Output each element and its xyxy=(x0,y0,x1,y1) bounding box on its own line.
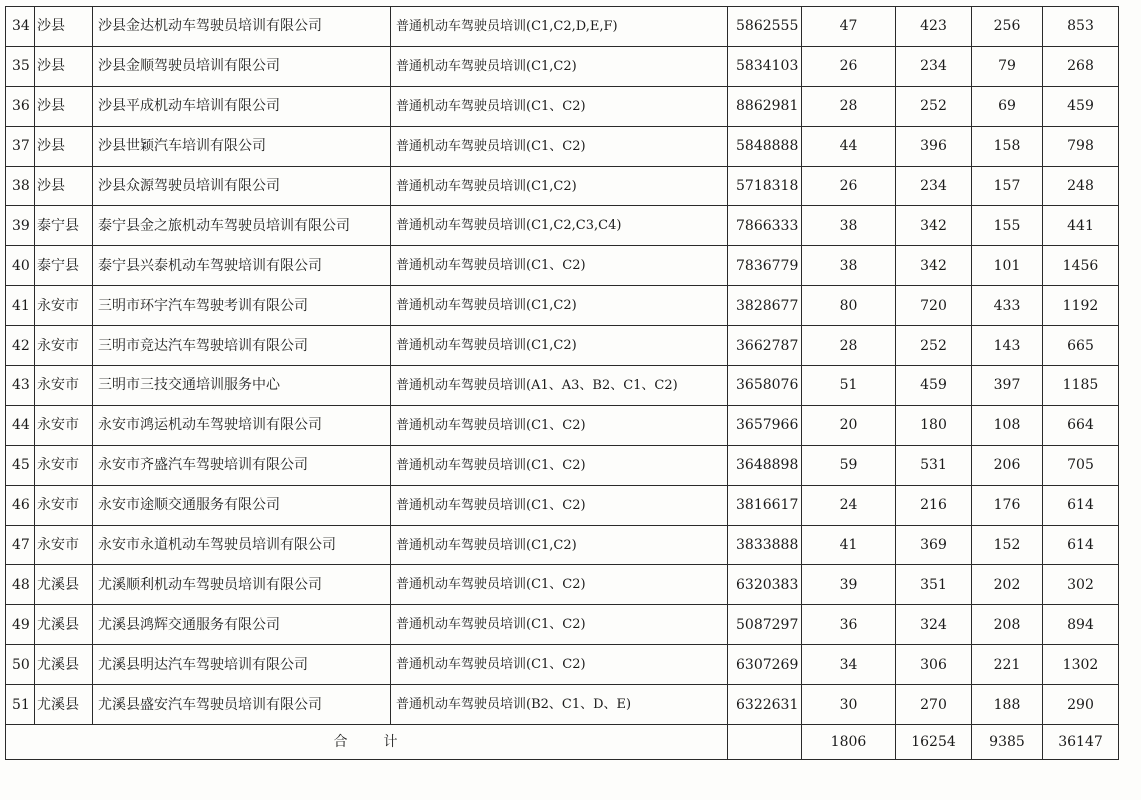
table-row xyxy=(6,685,1119,725)
value-1-cell: 41 xyxy=(802,525,896,565)
row-number-cell: 46 xyxy=(6,485,35,525)
value-1-cell: 47 xyxy=(802,7,896,47)
value-4-cell: 853 xyxy=(1043,7,1119,47)
value-3-cell: 256 xyxy=(972,7,1043,47)
total-label-right: 计 xyxy=(383,734,400,751)
phone-cell: 3833888 xyxy=(728,525,802,565)
company-name-cell: 尤溪县明达汽车驾驶培训有限公司 xyxy=(93,645,391,685)
value-3-cell: 176 xyxy=(972,485,1043,525)
value-4-cell: 664 xyxy=(1043,405,1119,445)
value-1-cell: 39 xyxy=(802,565,896,605)
company-name-cell: 沙县金顺驾驶员培训有限公司 xyxy=(93,46,391,86)
value-3-cell: 221 xyxy=(972,645,1043,685)
table-row xyxy=(6,525,1119,565)
value-4-cell: 614 xyxy=(1043,525,1119,565)
value-4-cell: 705 xyxy=(1043,445,1119,485)
value-2-cell: 396 xyxy=(896,126,972,166)
value-1-cell: 28 xyxy=(802,326,896,366)
phone-cell: 5848888 xyxy=(728,126,802,166)
training-scope-cell: 普通机动车驾驶员培训(C1、C2) xyxy=(391,86,728,126)
county-cell: 永安市 xyxy=(35,366,93,406)
value-3-cell: 101 xyxy=(972,246,1043,286)
phone-cell: 5718318 xyxy=(728,166,802,206)
row-number-cell: 35 xyxy=(6,46,35,86)
value-2-cell: 342 xyxy=(896,246,972,286)
value-1-cell: 34 xyxy=(802,645,896,685)
value-4-cell: 614 xyxy=(1043,485,1119,525)
county-cell: 永安市 xyxy=(35,405,93,445)
table-row xyxy=(6,246,1119,286)
company-name-cell: 尤溪县盛安汽车驾驶员培训有限公司 xyxy=(93,685,391,725)
value-2-cell: 252 xyxy=(896,86,972,126)
county-cell: 沙县 xyxy=(35,166,93,206)
value-3-cell: 143 xyxy=(972,326,1043,366)
training-scope-cell: 普通机动车驾驶员培训(C1,C2) xyxy=(391,525,728,565)
value-4-cell: 290 xyxy=(1043,685,1119,725)
table-row xyxy=(6,326,1119,366)
value-3-cell: 69 xyxy=(972,86,1043,126)
county-cell: 沙县 xyxy=(35,126,93,166)
company-name-cell: 沙县金达机动车驾驶员培训有限公司 xyxy=(93,7,391,47)
row-number-cell: 37 xyxy=(6,126,35,166)
value-1-cell: 30 xyxy=(802,685,896,725)
training-scope-cell: 普通机动车驾驶员培训(C1、C2) xyxy=(391,645,728,685)
value-4-cell: 1456 xyxy=(1043,246,1119,286)
row-number-cell: 40 xyxy=(6,246,35,286)
table-row xyxy=(6,445,1119,485)
county-cell: 尤溪县 xyxy=(35,685,93,725)
county-cell: 尤溪县 xyxy=(35,645,93,685)
value-4-cell: 1185 xyxy=(1043,366,1119,406)
phone-cell: 5087297 xyxy=(728,605,802,645)
county-cell: 沙县 xyxy=(35,86,93,126)
row-number-cell: 39 xyxy=(6,206,35,246)
phone-cell: 6320383 xyxy=(728,565,802,605)
value-2-cell: 216 xyxy=(896,485,972,525)
row-number-cell: 50 xyxy=(6,645,35,685)
training-scope-cell: 普通机动车驾驶员培训(C1、C2) xyxy=(391,246,728,286)
value-1-cell: 36 xyxy=(802,605,896,645)
value-2-cell: 234 xyxy=(896,46,972,86)
company-name-cell: 三明市环宇汽车驾驶考训有限公司 xyxy=(93,286,391,326)
county-cell: 永安市 xyxy=(35,286,93,326)
county-cell: 尤溪县 xyxy=(35,605,93,645)
row-number-cell: 48 xyxy=(6,565,35,605)
training-scope-cell: 普通机动车驾驶员培训(A1、A3、B2、C1、C2) xyxy=(391,366,728,406)
value-1-cell: 26 xyxy=(802,46,896,86)
total-value-3-cell: 9385 xyxy=(972,725,1043,760)
table-row xyxy=(6,366,1119,406)
company-name-cell: 泰宁县兴泰机动车驾驶培训有限公司 xyxy=(93,246,391,286)
training-scope-cell: 普通机动车驾驶员培训(C1,C2) xyxy=(391,326,728,366)
phone-cell: 3662787 xyxy=(728,326,802,366)
value-1-cell: 38 xyxy=(802,206,896,246)
total-label-cell xyxy=(6,725,728,760)
company-name-cell: 三明市竞达汽车驾驶培训有限公司 xyxy=(93,326,391,366)
value-1-cell: 51 xyxy=(802,366,896,406)
table-row xyxy=(6,166,1119,206)
county-cell: 永安市 xyxy=(35,485,93,525)
company-name-cell: 尤溪县鸿辉交通服务有限公司 xyxy=(93,605,391,645)
value-1-cell: 28 xyxy=(802,86,896,126)
phone-cell: 8862981 xyxy=(728,86,802,126)
value-4-cell: 441 xyxy=(1043,206,1119,246)
value-3-cell: 206 xyxy=(972,445,1043,485)
value-2-cell: 369 xyxy=(896,525,972,565)
value-3-cell: 202 xyxy=(972,565,1043,605)
training-scope-cell: 普通机动车驾驶员培训(C1,C2) xyxy=(391,166,728,206)
company-name-cell: 永安市鸿运机动车驾驶培训有限公司 xyxy=(93,405,391,445)
training-scope-cell: 普通机动车驾驶员培训(C1,C2,D,E,F) xyxy=(391,7,728,47)
value-3-cell: 208 xyxy=(972,605,1043,645)
table-row xyxy=(6,86,1119,126)
value-4-cell: 248 xyxy=(1043,166,1119,206)
training-scope-cell: 普通机动车驾驶员培训(C1、C2) xyxy=(391,445,728,485)
value-2-cell: 234 xyxy=(896,166,972,206)
table-row xyxy=(6,7,1119,47)
row-number-cell: 36 xyxy=(6,86,35,126)
value-2-cell: 423 xyxy=(896,7,972,47)
total-value-2-cell: 16254 xyxy=(896,725,972,760)
value-4-cell: 1302 xyxy=(1043,645,1119,685)
value-1-cell: 26 xyxy=(802,166,896,206)
county-cell: 沙县 xyxy=(35,46,93,86)
value-3-cell: 157 xyxy=(972,166,1043,206)
value-2-cell: 342 xyxy=(896,206,972,246)
value-3-cell: 433 xyxy=(972,286,1043,326)
phone-cell: 7836779 xyxy=(728,246,802,286)
row-number-cell: 49 xyxy=(6,605,35,645)
value-1-cell: 20 xyxy=(802,405,896,445)
total-row xyxy=(6,725,1119,760)
phone-cell: 3828677 xyxy=(728,286,802,326)
training-scope-cell: 普通机动车驾驶员培训(B2、C1、D、E) xyxy=(391,685,728,725)
row-number-cell: 44 xyxy=(6,405,35,445)
training-scope-cell: 普通机动车驾驶员培训(C1,C2,C3,C4) xyxy=(391,206,728,246)
row-number-cell: 45 xyxy=(6,445,35,485)
phone-cell: 6307269 xyxy=(728,645,802,685)
value-2-cell: 720 xyxy=(896,286,972,326)
value-3-cell: 397 xyxy=(972,366,1043,406)
company-name-cell: 沙县平成机动车培训有限公司 xyxy=(93,86,391,126)
row-number-cell: 51 xyxy=(6,685,35,725)
value-2-cell: 459 xyxy=(896,366,972,406)
training-scope-cell: 普通机动车驾驶员培训(C1、C2) xyxy=(391,126,728,166)
training-scope-cell: 普通机动车驾驶员培训(C1、C2) xyxy=(391,405,728,445)
value-3-cell: 158 xyxy=(972,126,1043,166)
value-2-cell: 270 xyxy=(896,685,972,725)
value-2-cell: 252 xyxy=(896,326,972,366)
value-2-cell: 324 xyxy=(896,605,972,645)
training-scope-cell: 普通机动车驾驶员培训(C1、C2) xyxy=(391,605,728,645)
phone-cell: 3657966 xyxy=(728,405,802,445)
county-cell: 沙县 xyxy=(35,7,93,47)
table-row xyxy=(6,126,1119,166)
value-2-cell: 531 xyxy=(896,445,972,485)
company-name-cell: 永安市途顺交通服务有限公司 xyxy=(93,485,391,525)
table-body xyxy=(6,7,1119,760)
value-1-cell: 80 xyxy=(802,286,896,326)
county-cell: 永安市 xyxy=(35,525,93,565)
table-row xyxy=(6,565,1119,605)
value-2-cell: 306 xyxy=(896,645,972,685)
county-cell: 泰宁县 xyxy=(35,206,93,246)
phone-cell: 7866333 xyxy=(728,206,802,246)
value-2-cell: 180 xyxy=(896,405,972,445)
phone-cell: 3648898 xyxy=(728,445,802,485)
value-4-cell: 302 xyxy=(1043,565,1119,605)
training-scope-cell: 普通机动车驾驶员培训(C1、C2) xyxy=(391,485,728,525)
company-name-cell: 三明市三技交通培训服务中心 xyxy=(93,366,391,406)
value-4-cell: 1192 xyxy=(1043,286,1119,326)
total-value-1-cell: 1806 xyxy=(802,725,896,760)
value-4-cell: 268 xyxy=(1043,46,1119,86)
driving-school-table xyxy=(5,6,1119,760)
county-cell: 泰宁县 xyxy=(35,246,93,286)
county-cell: 永安市 xyxy=(35,326,93,366)
value-3-cell: 188 xyxy=(972,685,1043,725)
phone-cell: 3816617 xyxy=(728,485,802,525)
value-3-cell: 152 xyxy=(972,525,1043,565)
value-1-cell: 38 xyxy=(802,246,896,286)
table-row xyxy=(6,286,1119,326)
company-name-cell: 沙县世颖汽车培训有限公司 xyxy=(93,126,391,166)
phone-cell: 5862555 xyxy=(728,7,802,47)
row-number-cell: 47 xyxy=(6,525,35,565)
total-label-left: 合 xyxy=(333,734,350,751)
value-4-cell: 665 xyxy=(1043,326,1119,366)
total-empty-cell xyxy=(728,725,802,760)
county-cell: 尤溪县 xyxy=(35,565,93,605)
table-row xyxy=(6,206,1119,246)
table-row xyxy=(6,605,1119,645)
table-row xyxy=(6,485,1119,525)
county-cell: 永安市 xyxy=(35,445,93,485)
training-scope-cell: 普通机动车驾驶员培训(C1、C2) xyxy=(391,565,728,605)
company-name-cell: 沙县众源驾驶员培训有限公司 xyxy=(93,166,391,206)
phone-cell: 5834103 xyxy=(728,46,802,86)
value-3-cell: 108 xyxy=(972,405,1043,445)
table-row xyxy=(6,405,1119,445)
table-row xyxy=(6,645,1119,685)
value-3-cell: 79 xyxy=(972,46,1043,86)
value-1-cell: 24 xyxy=(802,485,896,525)
training-scope-cell: 普通机动车驾驶员培训(C1,C2) xyxy=(391,46,728,86)
value-4-cell: 894 xyxy=(1043,605,1119,645)
value-1-cell: 59 xyxy=(802,445,896,485)
phone-cell: 3658076 xyxy=(728,366,802,406)
total-value-4-cell: 36147 xyxy=(1043,725,1119,760)
company-name-cell: 尤溪顺利机动车驾驶员培训有限公司 xyxy=(93,565,391,605)
row-number-cell: 42 xyxy=(6,326,35,366)
value-3-cell: 155 xyxy=(972,206,1043,246)
company-name-cell: 永安市永道机动车驾驶员培训有限公司 xyxy=(93,525,391,565)
table-row xyxy=(6,46,1119,86)
value-4-cell: 459 xyxy=(1043,86,1119,126)
row-number-cell: 34 xyxy=(6,7,35,47)
value-2-cell: 351 xyxy=(896,565,972,605)
training-scope-cell: 普通机动车驾驶员培训(C1,C2) xyxy=(391,286,728,326)
row-number-cell: 41 xyxy=(6,286,35,326)
value-4-cell: 798 xyxy=(1043,126,1119,166)
value-1-cell: 44 xyxy=(802,126,896,166)
company-name-cell: 永安市齐盛汽车驾驶培训有限公司 xyxy=(93,445,391,485)
row-number-cell: 38 xyxy=(6,166,35,206)
row-number-cell: 43 xyxy=(6,366,35,406)
company-name-cell: 泰宁县金之旅机动车驾驶员培训有限公司 xyxy=(93,206,391,246)
phone-cell: 6322631 xyxy=(728,685,802,725)
